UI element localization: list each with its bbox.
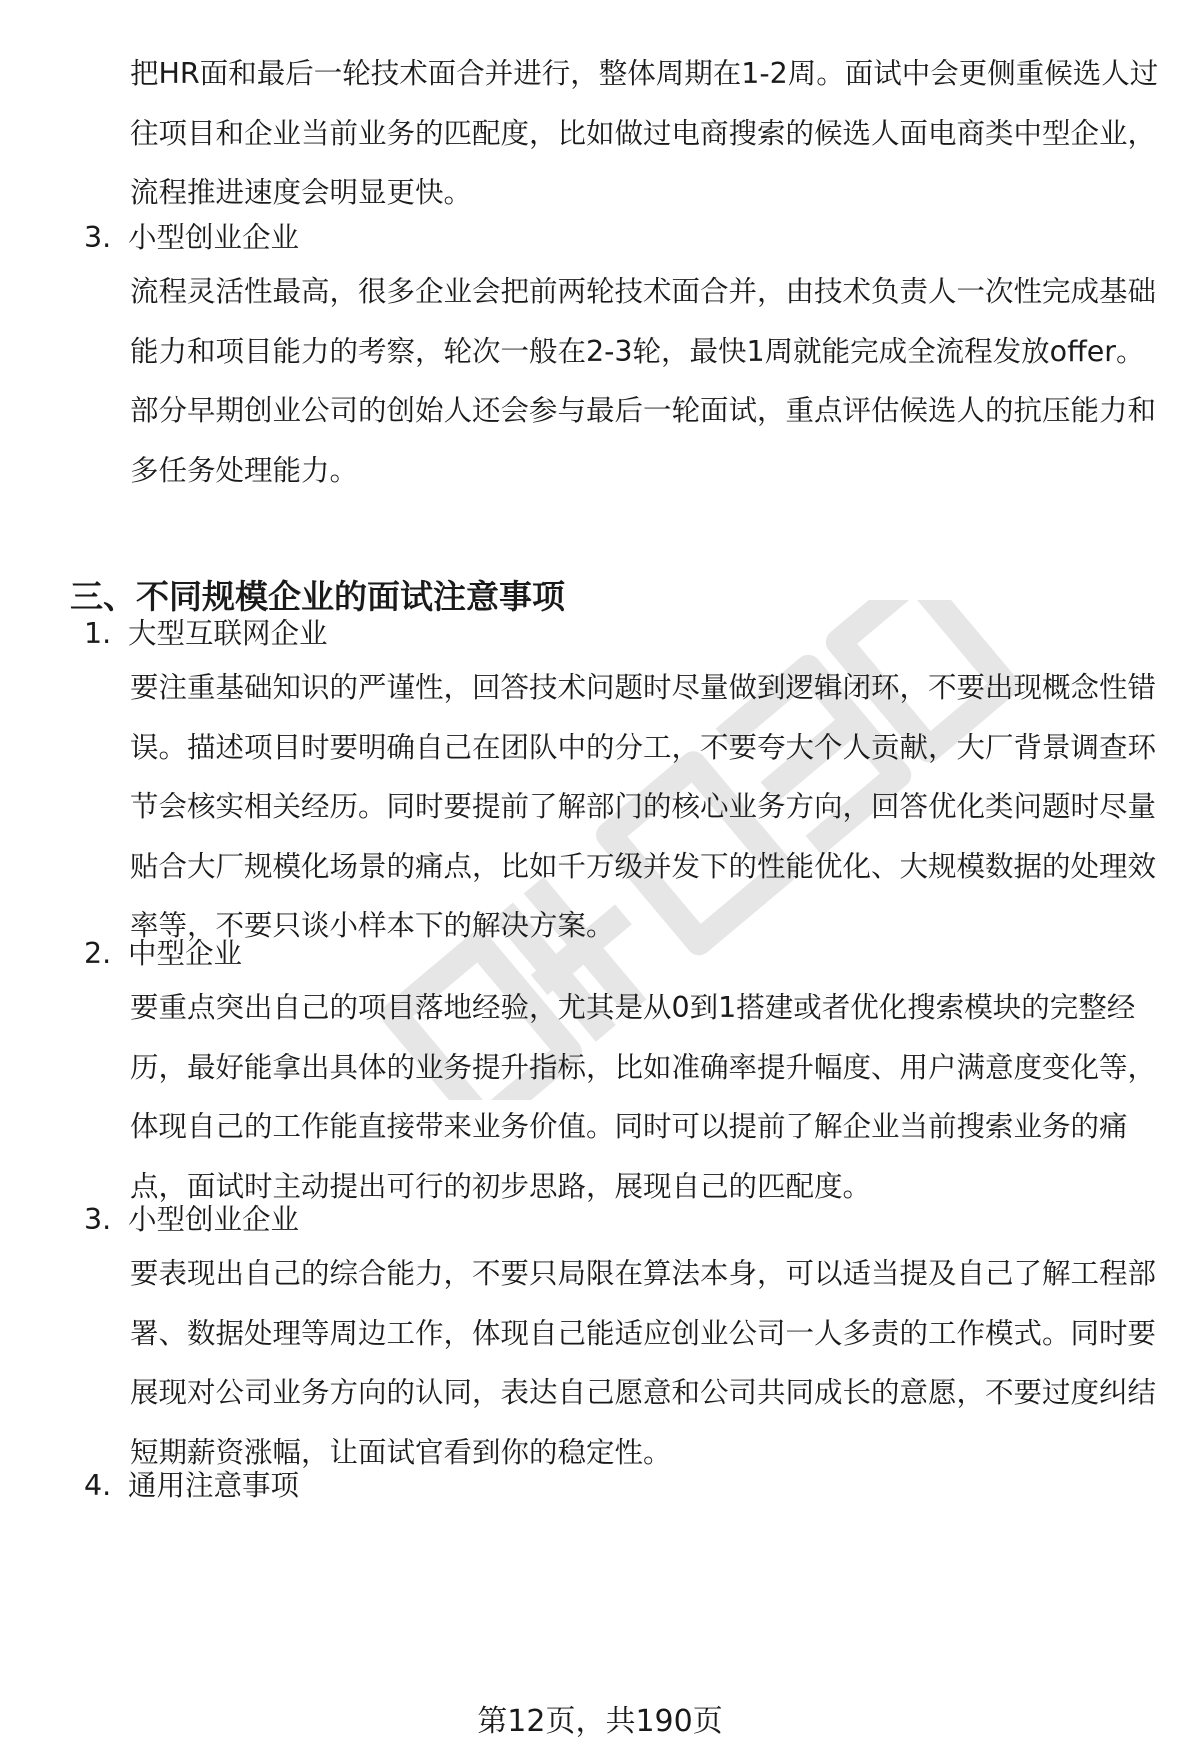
- notes-list-item-3: [84, 1190, 299, 1250]
- section-heading: 三、不同规模企业的面试注意事项: [70, 577, 565, 616]
- process-list-item-3: [84, 208, 299, 268]
- notes-item-3-body: 要表现出自己的综合能力，不要只局限在算法本身，可以适当提及自己了解工程部署、数据处理等周边工作，体现自己能适应创业公司一人多责的工作模式。同时要展现对公司业务方向的认同，表达自己愿意和公司共同成长的意愿，不要过度纠结短期薪资涨幅，让面试官看到你的稳定性。: [130, 1257, 1157, 1469]
- list-item-title: 小型创业企业: [128, 1203, 300, 1236]
- page-footer: 第12页，共190页: [477, 1704, 723, 1739]
- notes-item-1-body: 要注重基础知识的严谨性，回答技术问题时尽量做到逻辑闭环，不要出现概念性错误。描述项目时要明确自己在团队中的分工，不要夸大个人贡献，大厂背景调查环节会核实相关经历。同时要提前了解部门的核心业务方向，回答优化类问题时尽量贴合大厂规模化场景的痛点，比如千万级并发下的性能优化、大规模数据的处理效率等，不要只谈小样本下的解决方案。: [130, 671, 1157, 942]
- list-item-title: 大型互联网企业: [128, 617, 328, 650]
- top-paragraph: 把HR面和最后一轮技术面合并进行，整体周期在1-2周。面试中会更侧重候选人过往项目和企业当前业务的匹配度，比如做过电商搜索的候选人面电商类中型企业，流程推进速度会明显更快。: [130, 57, 1159, 209]
- list-number: 1.: [84, 617, 112, 650]
- process-item-3-body: 流程灵活性最高，很多企业会把前两轮技术面合并，由技术负责人一次性完成基础能力和项目能力的考察，轮次一般在2-3轮，最快1周就能完成全流程发放offer。部分早期创业公司的创始人还会参与最后一轮面试，重点评估候选人的抗压能力和多任务处理能力。: [130, 275, 1157, 487]
- notes-item-2-body: 要重点突出自己的项目落地经验，尤其是从0到1搭建或者优化搜索模块的完整经历，最好能拿出具体的业务提升指标，比如准确率提升幅度、用户满意度变化等，体现自己的工作能直接带来业务价值。同时可以提前了解企业当前搜索业务的痛点，面试时主动提出可行的初步思路，展现自己的匹配度。: [130, 991, 1157, 1203]
- list-item-title: 通用注意事项: [128, 1469, 300, 1502]
- list-number: 3.: [84, 1203, 112, 1236]
- notes-list-item-2: [84, 924, 242, 984]
- list-item-title: 小型创业企业: [128, 221, 300, 254]
- list-number: 2.: [84, 937, 112, 970]
- list-number: 3.: [84, 221, 112, 254]
- list-item-title: 中型企业: [128, 937, 243, 970]
- notes-list-item-4: [84, 1456, 299, 1516]
- list-number: 4.: [84, 1469, 112, 1502]
- notes-list-item-1: [84, 604, 328, 664]
